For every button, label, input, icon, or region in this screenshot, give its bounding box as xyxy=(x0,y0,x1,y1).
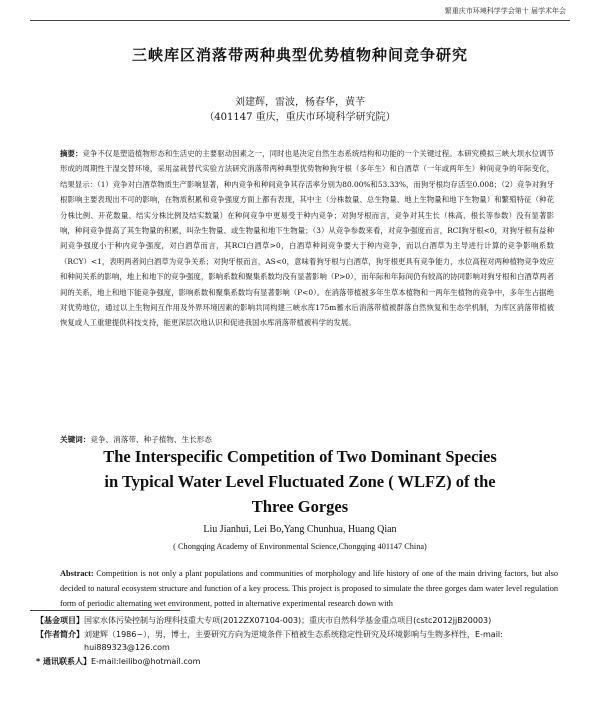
en-abstract-label: Abstract: xyxy=(60,569,94,578)
cn-keywords-text: 竞争、消落带、种子植物、生长形态 xyxy=(90,435,212,444)
cn-authors: 刘建辉，雷波，杨春华，黄芊 xyxy=(235,97,365,108)
footnote-label: 【基金项目】 xyxy=(36,616,84,625)
footnote-rule xyxy=(30,610,180,611)
header-rule xyxy=(30,20,570,21)
en-title-line: in Typical Water Level Fluctuated Zone ( WLFZ) of the xyxy=(104,472,496,491)
en-abstract-text: Competition is not only a plant populations and communities of morphology and life history of one of the main driving factors, but also decided to natural ecosystem structure and function of a key process. This project is proposed to simulate the three gorges dam water level regulation form of periodic alternating wet environment, potted in alternative experimental research down with xyxy=(60,569,559,608)
en-abstract xyxy=(60,566,558,611)
en-affiliation: ( Chongqing Academy of Environmental Science,Chongqing 401147 China) xyxy=(173,542,427,551)
cn-keywords-label: 关键词： xyxy=(60,435,91,444)
en-title xyxy=(0,444,600,519)
cn-abstract-label: 摘要： xyxy=(60,149,83,158)
footnote-label: * 通讯联系人】 xyxy=(36,656,91,666)
en-title-line: Three Gorges xyxy=(251,497,349,516)
cn-affiliation: （401147 重庆，重庆市环境科学研究院） xyxy=(204,112,396,123)
footnote-label: 【作者简介】 xyxy=(36,629,84,639)
footnote-text: 国家水体污染控制与治理科技重大专项(2012ZX07104-003)；重庆市自然科学基金重点项目(cstc2012jjB20003) xyxy=(84,616,492,625)
footnote-text: 刘建辉（1986~），男，博士，主要研究方向为逆境条件下植被生态系统稳定性研究及环境影响与生物多样性，E-mail: hui889323@126.com xyxy=(84,629,503,652)
en-title-line: The Interspecific Competition of Two Dominant Species xyxy=(103,447,497,466)
cn-title: 三峡库区消落带两种典型优势植物种间竞争研究 xyxy=(131,46,468,64)
en-authors: Liu Jianhui, Lei Bo,Yang Chunhua, Huang Qian xyxy=(203,524,397,535)
cn-abstract xyxy=(60,146,554,331)
footnote-corresponding xyxy=(36,655,558,669)
footnote-funding xyxy=(36,614,558,628)
running-header: 繁重庆市环境科学学会第十 届学术年会 xyxy=(444,7,566,15)
footnote-text: E-mail:leilibo@hotmail.com xyxy=(90,656,201,666)
footnote-author-bio xyxy=(36,628,558,655)
cn-abstract-text: 竞争不仅是塑造植物形态和生活史的主要驱动因素之一，同时也是决定自然生态系统结构和功能的一个关键过程。本研究模拟三峡大坝水位调节形成的周期性干湿交替环境，采用盆栽替代实验方法研究消落带两种典型优势物种狗牙根（多年生）和白酒草（一年或两年生）种间竞争的年际变化，结果显示：（1）竞争对白酒草物质生产影响显著，种内竞争和种间竞争其存活率分别为80.00%和53.33%，而狗牙根均存活至0.008；（2）竞争对狗牙根影响主要表现出不可的影响，在物质积累和竞争强度方面上都有表现，其中主（分株数量、总生物量、地上生物量和地下生物量）和繁殖特征（种花分株比例、开花数量、结实分株比例及结实数量）在种间竞争中更易受于种内竞争；对狗牙根而言，竞争对其生长（株高、根长等参数）没有显著影响，种间竞争提高了其生物量的积累，叫杂生物量、或生物量和地下生物量；（3）从竞争参数来看，对竞争强度而言，RCI狗牙根<0，对狗牙根有益种间竞争强度小于种内竞争强度，对白酒草而言，其RCI白酒草>0，白酒草种间竞争要大于种内竞争，而以白酒草为主导进行计算的竞争影响系数（RCY）<1，表明两者间白酒草为竞争关系；对狗牙根而言，AS<0，意味着狗牙根与白酒草，狗牙根更具有竞争能力，水位高程对两种植物竞争效应和种间关系的影响，地上和地下的竞争强度，影响系数和聚集系数均没有显著影响（P>0），而年际和年际间仍有较高的协同影响对狗牙根和白酒草两者间的关系，地上和地下能竞争强度，影响系数和聚集系数均有显著影响（P<0）。在消落带植被多年生草本植物和一两年生植物的竞争中，多年生占据绝对优势地位，通过以上生物间互作用及外界环境因素的影响共同构建三峡水库175m蓄水后消落带植被群落自然恢复和生态学机制，为库区消落带植被恢复或人工重建提供科技支持，能更深层次地认识和促进我国水库消落带植被科学的发展。 xyxy=(60,149,554,328)
footnotes xyxy=(36,614,558,668)
